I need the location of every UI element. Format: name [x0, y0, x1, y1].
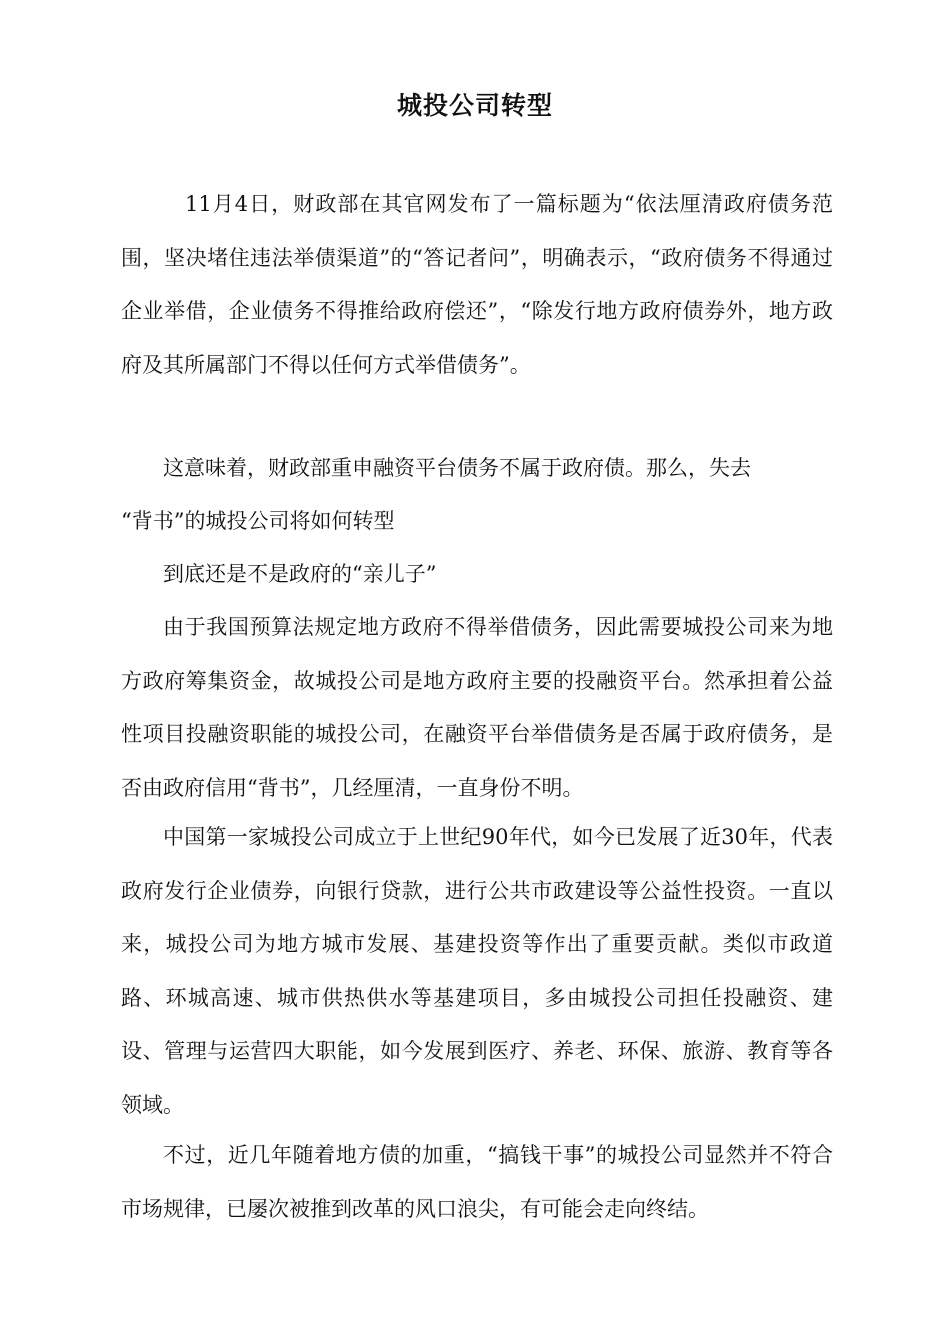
paragraph-3: “背书”的城投公司将如何转型	[121, 509, 395, 533]
paragraph-1: 11月4日，财政部在其官网发布了一篇标题为“依法厘清政府债务范围，坚决堵住违法举债渠道”的“答记者问”，明确表示，“政府债务不得通过企业举借，企业债务不得推给政府偿还”，“除发行地方政府债券外，地方政府及其所属部门不得以任何方式举借债务”。	[121, 192, 833, 377]
paragraph-6: 中国第一家城投公司成立于上世纪90年代，如今已发展了近30年，代表政府发行企业债券，向银行贷款，进行公共市政建设等公益性投资。一直以来，城投公司为地方城市发展、基建投资等作出了重要贡献。类似市政道路、环城高速、城市供热供水等基建项目，多由城投公司担任投融资、建设、管理与运营四大职能，如今发展到医疗、养老、环保、旅游、教育等各领域。	[121, 825, 833, 1117]
document-title: 城投公司转型	[396, 91, 553, 120]
paragraph-7: 不过，近几年随着地方债的加重，“搞钱干事”的城投公司显然并不符合市场规律，已屡次被推到改革的风口浪尖，有可能会走向终结。	[121, 1143, 833, 1221]
paragraph-2: 这意味着，财政部重申融资平台债务不属于政府债。那么，失去	[163, 456, 751, 480]
paragraph-4: 到底还是不是政府的“亲儿子”	[163, 562, 437, 586]
paragraph-5: 由于我国预算法规定地方政府不得举借债务，因此需要城投公司来为地方政府筹集资金，故城投公司是地方政府主要的投融资平台。然承担着公益性项目投融资职能的城投公司，在融资平台举借债务是否属于政府债务，是否由政府信用“背书”，几经厘清，一直身份不明。	[121, 615, 833, 800]
